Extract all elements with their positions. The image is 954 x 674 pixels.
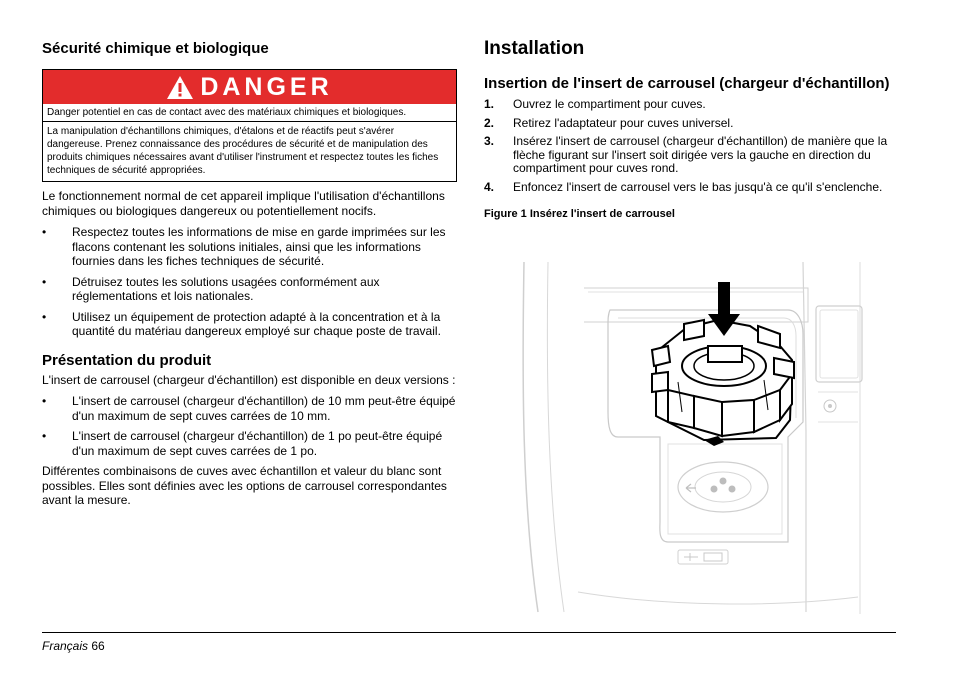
product-bullets — [42, 394, 457, 458]
left-column — [42, 38, 457, 508]
safety-bullets — [42, 225, 457, 339]
list-item: • L'insert de carrousel (chargeur d'échantillon) de 10 mm peut-être équipé d'un maximum de sept cuves carrées de 10 mm. — [42, 394, 456, 423]
heading-installation: Installation — [484, 38, 585, 59]
closing-paragraph: Différentes combinaisons de cuves avec échantillon et valeur du blanc sont possibles. Elles sont définies avec les options de carrousel correspondantes avant la mesure. — [42, 464, 447, 507]
figure-caption: Figure 1 Insérez l'insert de carrousel — [484, 208, 675, 220]
list-item: • Détruisez toutes les solutions usagées conformément aux réglementations et lois nationales. — [42, 274, 380, 303]
list-item: • Respectez toutes les informations de mise en garde imprimées sur les flacons contenant les solutions initiales, ainsi que les informations fournies dans les fiches techniques de sécurité. — [42, 225, 446, 268]
warning-triangle-icon — [166, 75, 194, 100]
danger-notice — [42, 69, 457, 182]
product-intro: L'insert de carrousel (chargeur d'échantillon) est disponible en deux versions : — [42, 372, 456, 387]
list-item: • Utilisez un équipement de protection adapté à la concentration et à la quantité du matériau dangereux employé sur chaque poste de travail. — [42, 309, 441, 338]
page-footer — [42, 639, 105, 653]
step-item: 3. Insérez l'insert de carrousel (chargeur d'échantillon) de manière que la flèche figurant sur l'insert soit dirigée vers la gauche en direction du compartiment pour cuves rond. — [484, 134, 888, 175]
step-item: 2. Retirez l'adaptateur pour cuves universel. — [484, 115, 734, 130]
footer-language: Français — [42, 639, 89, 653]
right-column — [484, 38, 896, 221]
footer-rule — [42, 632, 896, 633]
step-item: 4. Enfoncez l'insert de carrousel vers le bas jusqu'à ce qu'il s'enclenche. — [484, 179, 883, 194]
heading-insert-carousel: Insertion de l'insert de carrousel (chargeur d'échantillon) — [484, 75, 890, 92]
danger-header — [43, 70, 456, 104]
footer-page-number: 66 — [91, 639, 105, 653]
danger-detail: La manipulation d'échantillons chimiques, d'étalons et de réactifs peut s'avérer dangereuse. Prenez connaissance des procédures de sécurité et de manipulation des produits chimiques nécessaires avant d'utiliser l'instrument et respectez toutes les fiches techniques de sécurité appropriées. — [47, 126, 439, 176]
step-item: 1. Ouvrez le compartiment pour cuves. — [484, 97, 706, 111]
installation-steps — [484, 98, 896, 194]
intro-paragraph: Le fonctionnement normal de cet appareil implique l'utilisation d'échantillons chimiques ou biologiques dangereux ou potentiellement nocifs. — [42, 189, 445, 218]
list-item: • L'insert de carrousel (chargeur d'échantillon) de 1 po peut-être équipé d'un maximum de sept cuves carrées de 1 po. — [42, 429, 443, 458]
carousel-insert-illustration — [518, 262, 870, 614]
heading-chemical-safety: Sécurité chimique et biologique — [42, 40, 269, 57]
danger-summary: Danger potentiel en cas de contact avec des matériaux chimiques et biologiques. — [43, 104, 456, 122]
carousel-insert-shape — [652, 320, 794, 446]
heading-product-overview: Présentation du produit — [42, 351, 212, 369]
danger-word: DANGER — [200, 72, 333, 101]
